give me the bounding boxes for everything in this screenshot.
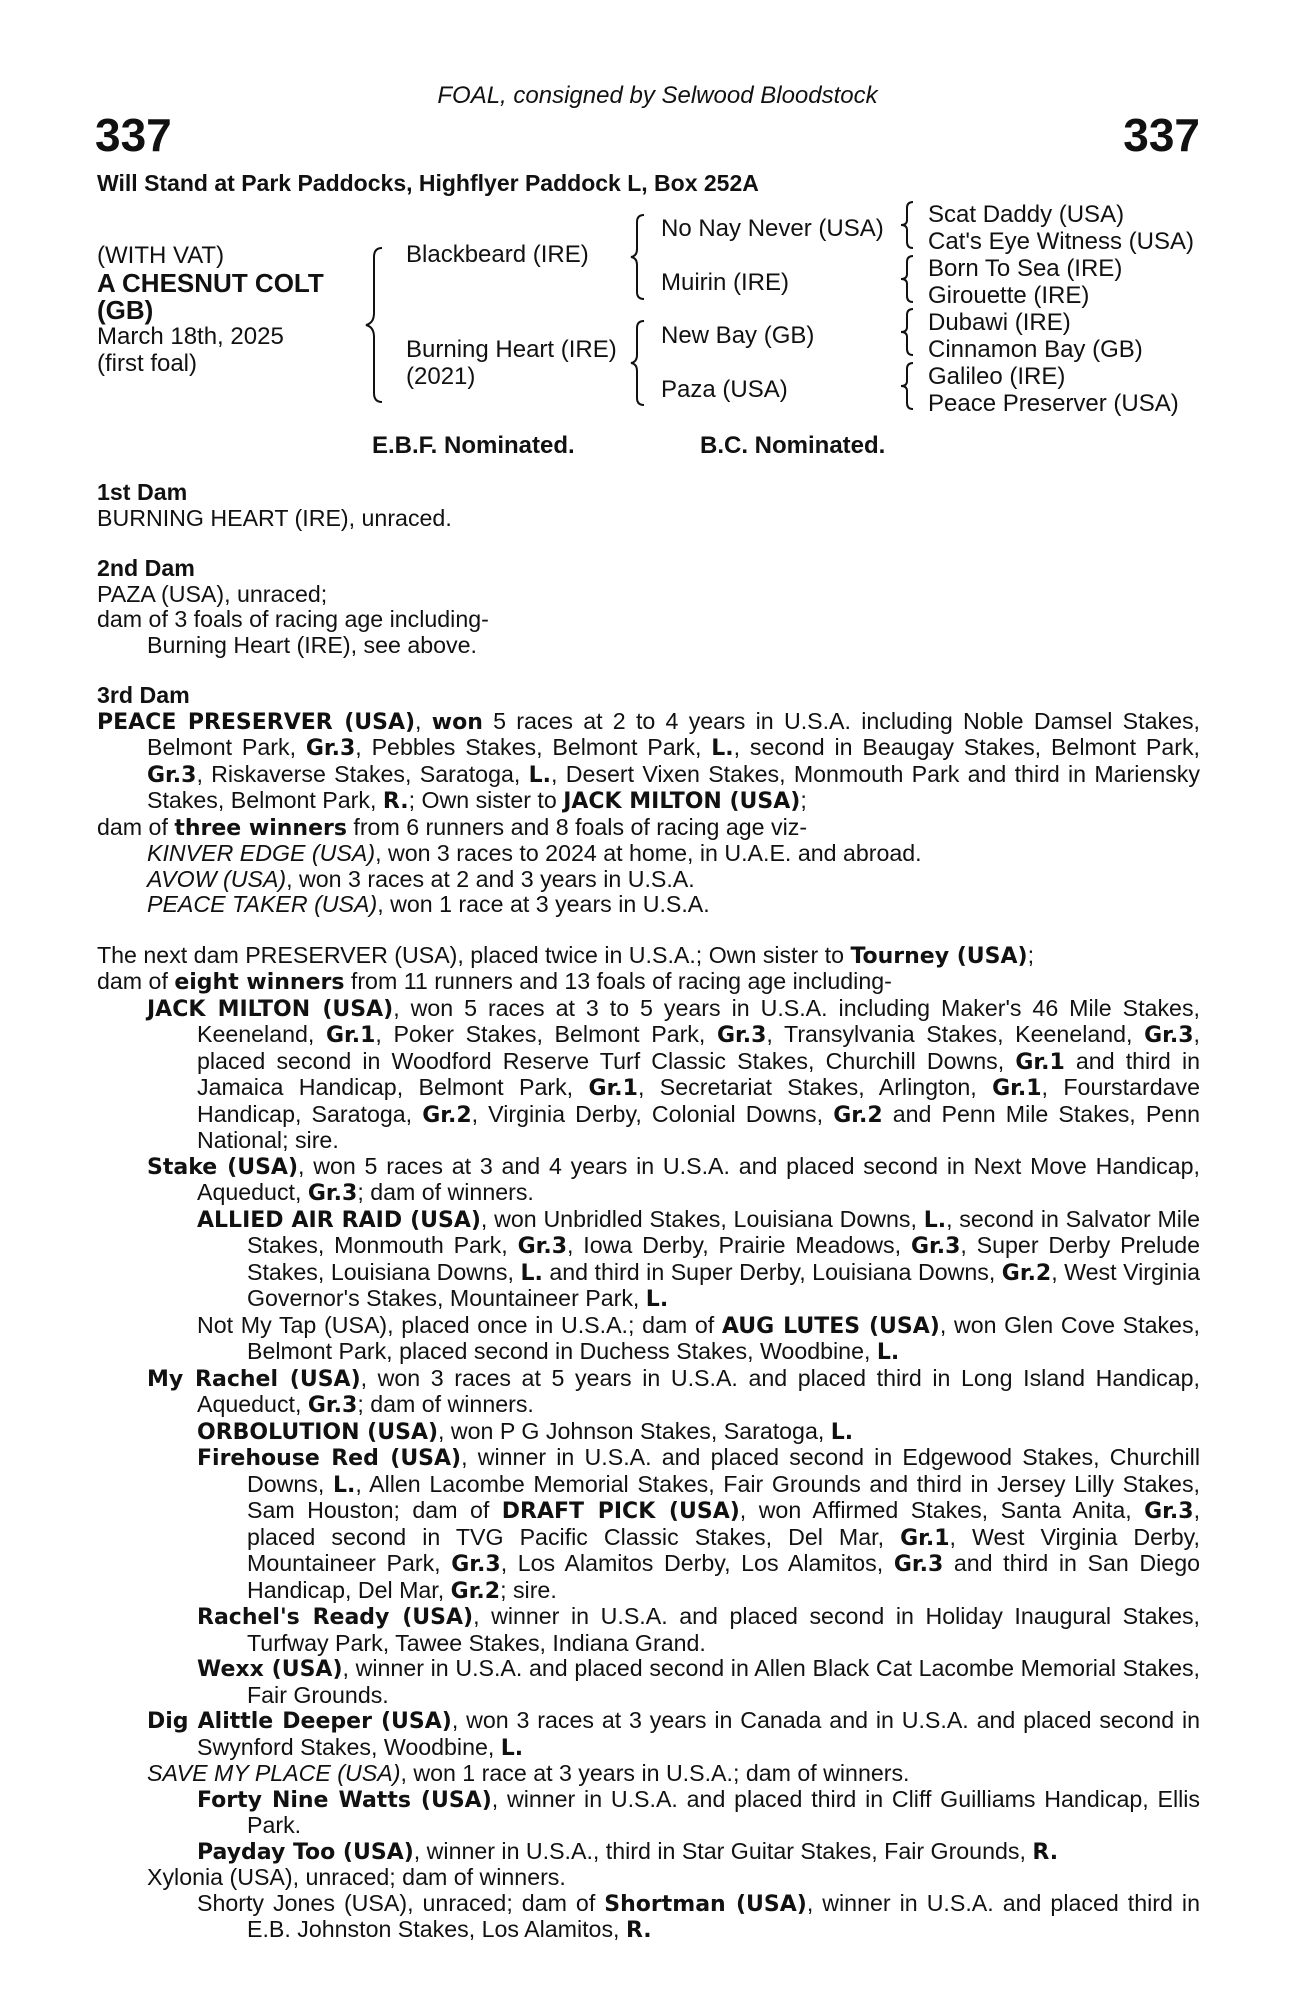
- produce-not-my-tap: Not My Tap (USA), placed once in U.S.A.; dam of AUG LUTES (USA), won Glen Cove Stakes, Belmont Park, placed second in Duchess Stakes, Woodbine, L.: [197, 1311, 1200, 1365]
- produce-shorty-jones: Shorty Jones (USA), unraced; dam of Shortman (USA), winner in U.S.A. and placed third in E.B. Johnston Stakes, Los Alamitos, R.: [197, 1889, 1200, 1943]
- dam2-heading: 2nd Dam: [97, 555, 195, 581]
- bc-nomination: B.C. Nominated.: [700, 432, 886, 459]
- dam2-line2: dam of 3 foals of racing age including-: [97, 606, 489, 632]
- pedigree-dam-dam: Paza (USA): [661, 376, 788, 403]
- pedigree-ddd: Peace Preserver (USA): [928, 390, 1179, 417]
- pedigree-brace-sd: [897, 254, 921, 304]
- pedigree-sds: Born To Sea (IRE): [928, 255, 1123, 282]
- lot-description: A CHESNUT COLT: [97, 268, 324, 298]
- dam2-line1: PAZA (USA), unraced;: [97, 580, 328, 607]
- produce-rachels-ready: Rachel's Ready (USA), winner in U.S.A. and placed second in Holiday Inaugural Stakes, Turfway Park, Tawee Stakes, Indiana Grand.: [197, 1603, 1201, 1656]
- pedigree-ssd: Cat's Eye Witness (USA): [928, 228, 1194, 255]
- pedigree-brace-main: [360, 245, 400, 405]
- produce-payday-too: Payday Too (USA), winner in U.S.A., third in Star Guitar Stakes, Fair Grounds, R.: [197, 1837, 1059, 1865]
- dam2-line3: Burning Heart (IRE), see above.: [147, 631, 477, 658]
- produce-xylonia: Xylonia (USA), unraced; dam of winners.: [147, 1864, 566, 1890]
- lot-country: (GB): [97, 295, 154, 325]
- lot-dob: March 18th, 2025: [97, 323, 284, 350]
- produce-my-rachel: My Rachel (USA), won 3 races at 5 years in U.S.A. and placed third in Long Island Handicap, Aqueduct, Gr.3; dam of winners.: [147, 1364, 1200, 1418]
- vat-note: (WITH VAT): [97, 242, 225, 269]
- pedigree-sss: Scat Daddy (USA): [928, 201, 1125, 228]
- produce-dig-alittle-deeper: Dig Alittle Deeper (USA), won 3 races at 3 years in Canada and in U.S.A. and placed second in Swynford Stakes, Woodbine, L.: [147, 1707, 1200, 1761]
- produce-save-my-place: SAVE MY PLACE (USA), won 1 race at 3 years in U.S.A.; dam of winners.: [147, 1760, 910, 1786]
- pedigree-brace-dam: [626, 318, 656, 408]
- dam3-produce-3: PEACE TAKER (USA), won 1 race at 3 years in U.S.A.: [147, 891, 710, 917]
- produce-jack-milton: JACK MILTON (USA), won 5 races at 3 to 5 years in U.S.A. including Maker's 46 Mile Stakes, Keeneland, Gr.1, Poker Stakes, Belmont Park, Gr.3, Transylvania Stakes, Keeneland, Gr.3, placed second in Woodford Reserve Turf Classic Stakes, Churchill Downs, Gr.1 and third in Jamaica Handicap, Belmont Park, Gr.1, Secretariat Stakes, Arlington, Gr.1, Fourstardave Handicap, Saratoga, Gr.2, Virginia Derby, Colonial Downs, Gr.2 and Penn Mile Stakes, Penn National; sire.: [147, 994, 1200, 1153]
- pedigree-brace-sire: [626, 212, 656, 302]
- produce-firehouse-red: Firehouse Red (USA), winner in U.S.A. and placed second in Edgewood Stakes, Churchill Downs, L., Allen Lacombe Memorial Stakes, Fair Grounds and third in Jersey Lilly Stakes, Sam Houston; dam of DRAFT PICK (USA), won Affirmed Stakes, Santa Anita, Gr.3, placed second in TVG Pacific Classic Stakes, Del Mar, Gr.1, West Virginia Derby, Mountaineer Park, Gr.3, Los Alamitos Derby, Los Alamitos, Gr.3 and third in San Diego Handicap, Del Mar, Gr.2; sire.: [197, 1444, 1201, 1604]
- catalogue-body: [97, 480, 1200, 1944]
- lot-number-right: 337: [1123, 109, 1200, 161]
- produce-forty-nine-watts: Forty Nine Watts (USA), winner in U.S.A. and placed third in Cliff Guilliams Handicap, Ellis Park.: [197, 1785, 1200, 1838]
- consignor-line: FOAL, consigned by Selwood Bloodstock: [437, 82, 878, 109]
- pedigree-dss: Dubawi (IRE): [928, 309, 1071, 336]
- dam3-record: PEACE PRESERVER (USA), won 5 races at 2 to 4 years in U.S.A. including Noble Damsel Stakes, Belmont Park, Gr.3, Pebbles Stakes, Belmont Park, L., second in Beaugay Stakes, Belmont Park, Gr.3, Riskaverse Stakes, Saratoga, L., Desert Vixen Stakes, Monmouth Park and third in Mariensky Stakes, Belmont Park, R.; Own sister to JACK MILTON (USA);: [97, 707, 1200, 814]
- pedigree-brace-dd: [897, 361, 921, 411]
- dam3-produce-2: AVOW (USA), won 3 races at 2 and 3 years in U.S.A.: [147, 865, 695, 892]
- dam1-text: BURNING HEART (IRE), unraced.: [97, 504, 452, 531]
- produce-orbolution: ORBOLUTION (USA), won P G Johnson Stakes, Saratoga, L.: [197, 1417, 854, 1445]
- dam3-produce-1: KINVER EDGE (USA), won 3 races to 2024 at home, in U.A.E. and abroad.: [147, 840, 922, 866]
- pedigree-dam-sire: New Bay (GB): [661, 322, 815, 349]
- pedigree-dam: Burning Heart (IRE): [406, 336, 617, 363]
- next-dam-produce-intro: dam of eight winners from 11 runners and 13 foals of racing age including-: [97, 968, 892, 995]
- lot-note: (first foal): [97, 350, 198, 377]
- pedigree-dam-year: (2021): [406, 363, 476, 390]
- produce-stake: Stake (USA), won 5 races at 3 and 4 years in U.S.A. and placed second in Next Move Handicap, Aqueduct, Gr.3; dam of winners.: [147, 1152, 1200, 1206]
- dam1-heading: 1st Dam: [97, 479, 188, 505]
- pedigree-sire-sire: No Nay Never (USA): [661, 215, 884, 242]
- pedigree-dsd: Cinnamon Bay (GB): [928, 336, 1143, 363]
- stand-location: Will Stand at Park Paddocks, Highflyer Paddock L, Box 252A: [97, 170, 759, 196]
- produce-wexx: Wexx (USA), winner in U.S.A. and placed second in Allen Black Cat Lacombe Memorial Stakes, Fair Grounds.: [197, 1655, 1200, 1708]
- pedigree-dds: Galileo (IRE): [928, 363, 1066, 390]
- dam3-heading: 3rd Dam: [97, 682, 190, 708]
- ebf-nomination: E.B.F. Nominated.: [372, 432, 575, 459]
- lot-number-left: 337: [95, 109, 172, 161]
- pedigree-sire: Blackbeard (IRE): [406, 241, 589, 268]
- pedigree-brace-ss: [897, 200, 921, 250]
- dam3-produce-intro: dam of three winners from 6 runners and 8 foals of racing age viz-: [97, 813, 808, 841]
- next-dam-line: The next dam PRESERVER (USA), placed twice in U.S.A.; Own sister to Tourney (USA);: [97, 941, 1035, 969]
- produce-allied-air-raid: ALLIED AIR RAID (USA), won Unbridled Stakes, Louisiana Downs, L., second in Salvator Mile Stakes, Monmouth Park, Gr.3, Iowa Derby, Prairie Meadows, Gr.3, Super Derby Prelude Stakes, Louisiana Downs, L. and third in Super Derby, Louisiana Downs, Gr.2, West Virginia Governor's Stakes, Mountaineer Park, L.: [197, 1205, 1201, 1312]
- pedigree-sdd: Girouette (IRE): [928, 282, 1090, 309]
- pedigree-sire-dam: Muirin (IRE): [661, 269, 790, 296]
- pedigree-brace-ds: [897, 307, 921, 357]
